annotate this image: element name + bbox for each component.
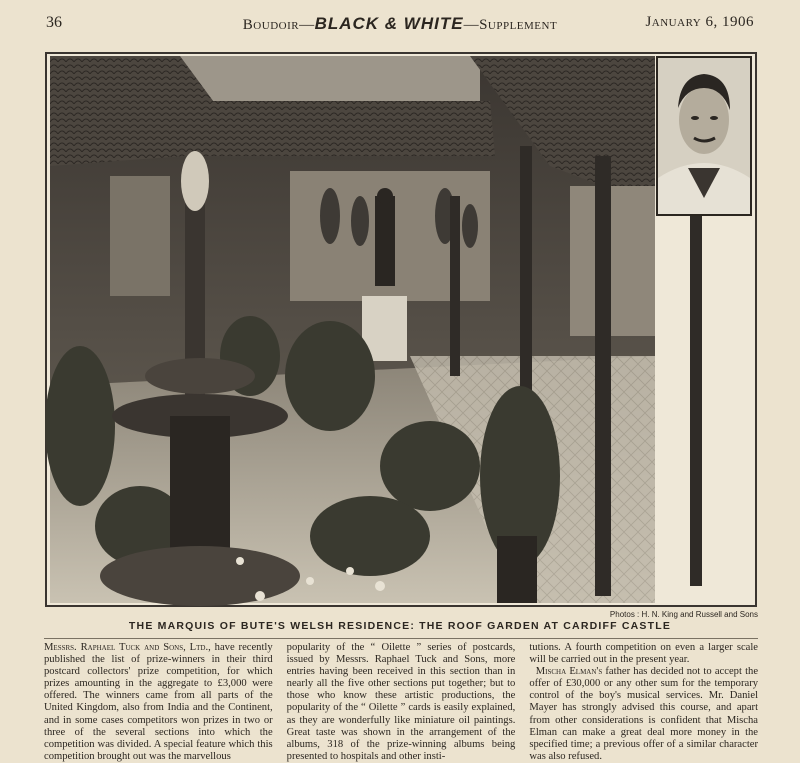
column-3-lead: Mischa Elman's — [535, 666, 603, 678]
roof-garden-photo — [50, 56, 655, 603]
article-column-2 — [286, 642, 516, 762]
article-column-1 — [44, 642, 273, 762]
column-1-body: have recently published the list of prize-winners in their third postcard collectors' prize competition, for which prizes amounting in the aggregate to £3,000 were offered. The winners came from all parts of the United Kingdom, also from India and the Continent, and in some cases competitors won prizes in two or three of the several sections into which the competition was divided. A special feature which this competition brought out was the marvellous — [44, 642, 273, 762]
article-column-3 — [529, 642, 759, 762]
column-3-body-1: tutions. A fourth competition on even a larger scale will be carried out in the present year. — [529, 642, 759, 666]
page-number: 36 — [46, 14, 62, 31]
column-2-body: popularity of the “ Oilette ” series of postcards, issued by Messrs. Raphael Tuck and Sons, more entries having been received in this section than in nearly all the five other sections put together; but to those who know these artistic productions, the popularity of the “ Oilette ” cards is easily explained, as they are wonderfully like miniature oil paintings. Great taste was shown in the arrangement of the albums, 318 of the prize-winning albums being presented to hospitals and other insti- — [286, 642, 516, 762]
issue-date: January 6, 1906 — [645, 14, 754, 30]
masthead-right: —Supplement — [463, 17, 558, 33]
photo-credit: Photos : H. N. King and Russell and Sons — [609, 610, 758, 619]
article-columns — [44, 638, 759, 762]
masthead-left: Boudoir— — [242, 17, 315, 33]
masthead-title: BLACK & WHITE — [314, 14, 464, 33]
page-header — [0, 0, 800, 44]
portrait-inset — [656, 56, 752, 216]
photo-caption: THE MARQUIS OF BUTE'S WELSH RESIDENCE: THE ROOF GARDEN AT CARDIFF CASTLE — [128, 620, 672, 632]
column-1-lead: Messrs. Raphael Tuck and Sons, Ltd., — [44, 642, 211, 653]
column-3-body-2: father has decided not to accept the offer of £30,000 or any other sum for the temporary control of the boy's musical services. Mr. Daniel Mayer has strongly advised this course, and apart from other considerations is confident that Mischa Elman can make a great deal more money in the specified time; a previous offer of a similar character was also refused. — [529, 666, 759, 762]
